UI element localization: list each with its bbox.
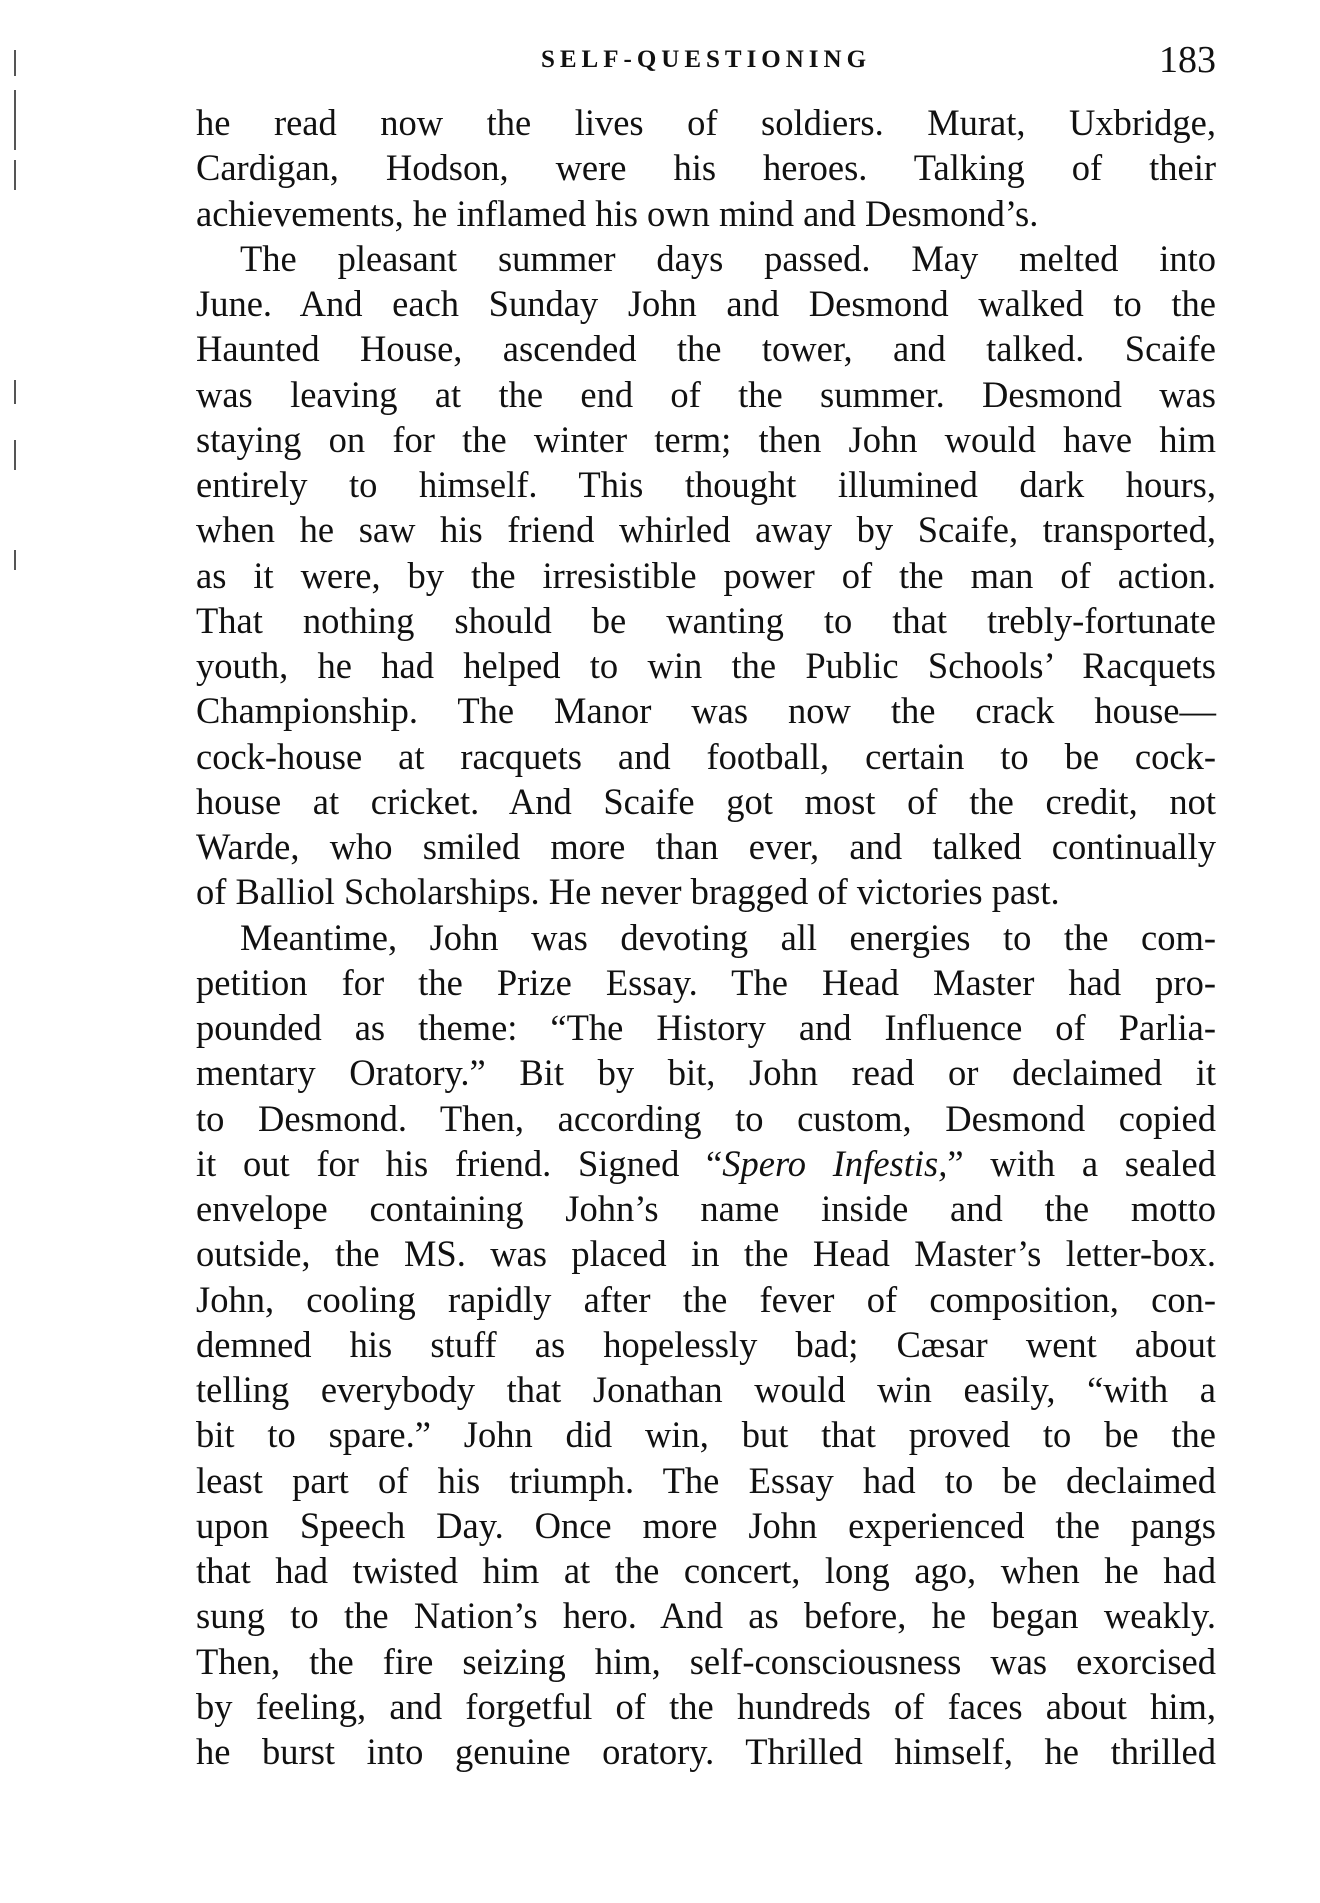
text-line: Championship. The Manor was now the crack house— [196, 690, 1216, 732]
text-line: John, cooling rapidly after the fever of composition, con- [196, 1278, 1216, 1320]
page-edge-marks [14, 50, 18, 570]
text-line: The pleasant summer days passed. May melted into [240, 237, 1216, 279]
text-line: Warde, who smiled more than ever, and talked continually [196, 826, 1216, 867]
text-line: cock-house at racquets and football, certain to be cock- [196, 735, 1216, 777]
running-head: SELF-QUESTIONING [540, 46, 872, 73]
text-line: Cardigan, Hodson, were his heroes. Talking of their [196, 147, 1216, 189]
text-line: mentary Oratory.” Bit by bit, John read or declaimed it [196, 1052, 1216, 1094]
text-line: June. And each Sunday John and Desmond walked to the [196, 283, 1216, 324]
text-line: least part of his triumph. The Essay had to be declaimed [196, 1459, 1216, 1501]
text-line: outside, the MS. was placed in the Head Master’s letter-box. [196, 1233, 1216, 1275]
text-line: to Desmond. Then, according to custom, Desmond copied [196, 1097, 1216, 1139]
text-line: petition for the Prize Essay. The Head Master had pro- [196, 961, 1216, 1003]
text-line: entirely to himself. This thought illumined dark hours, [196, 464, 1216, 505]
text-line: envelope containing John’s name inside and the motto [196, 1188, 1216, 1229]
text-line: of Balliol Scholarships. He never bragged of victories past. [196, 871, 1060, 913]
text-line: demned his stuff as hopelessly bad; Cæsar went about [196, 1323, 1216, 1365]
text-line: youth, he had helped to win the Public Schools’ Racquets [196, 645, 1216, 686]
text-line: telling everybody that Jonathan would win easily, “with a [196, 1369, 1216, 1410]
text-line: That nothing should be wanting to that trebly-fortunate [196, 599, 1216, 641]
text-line: by feeling, and forgetful of the hundreds of faces about him, [196, 1685, 1216, 1727]
text-line: bit to spare.” John did win, but that proved to be the [196, 1414, 1216, 1456]
text-line: house at cricket. And Scaife got most of the credit, not [196, 780, 1216, 822]
text-line: he burst into genuine oratory. Thrilled himself, he thrilled [196, 1731, 1216, 1772]
motto-italic: Spero Infestis, [722, 1142, 948, 1184]
text-line: upon Speech Day. Once more John experienced the pangs [196, 1504, 1216, 1546]
text-line: staying on for the winter term; then John would have him [196, 418, 1216, 460]
page-header [196, 38, 1216, 88]
text-line: as it were, by the irresistible power of the man of action. [196, 554, 1216, 596]
text-line: that had twisted him at the concert, long ago, when he had [196, 1550, 1216, 1591]
text-line: Haunted House, ascended the tower, and talked. Scaife [196, 328, 1216, 370]
text-line: Meantime, John was devoting all energies to the com- [240, 916, 1216, 958]
text-line: when he saw his friend whirled away by Scaife, transported, [196, 509, 1216, 551]
text-line: sung to the Nation’s hero. And as before, he began weakly. [196, 1595, 1216, 1637]
text-line: achievements, he inflamed his own mind and Desmond’s. [196, 192, 1039, 234]
text-line: it out for his friend. Signed “Spero Infestis,” with a sealed [196, 1142, 1216, 1184]
page-number: 183 [1159, 39, 1216, 81]
text-line: pounded as theme: “The History and Influence of Parlia- [196, 1007, 1216, 1048]
text-line: was leaving at the end of the summer. Desmond was [196, 373, 1216, 415]
body-text [196, 100, 1216, 1774]
text-line: Then, the fire seizing him, self-consciousness was exorcised [196, 1640, 1216, 1682]
text-line: he read now the lives of soldiers. Murat, Uxbridge, [196, 102, 1216, 143]
